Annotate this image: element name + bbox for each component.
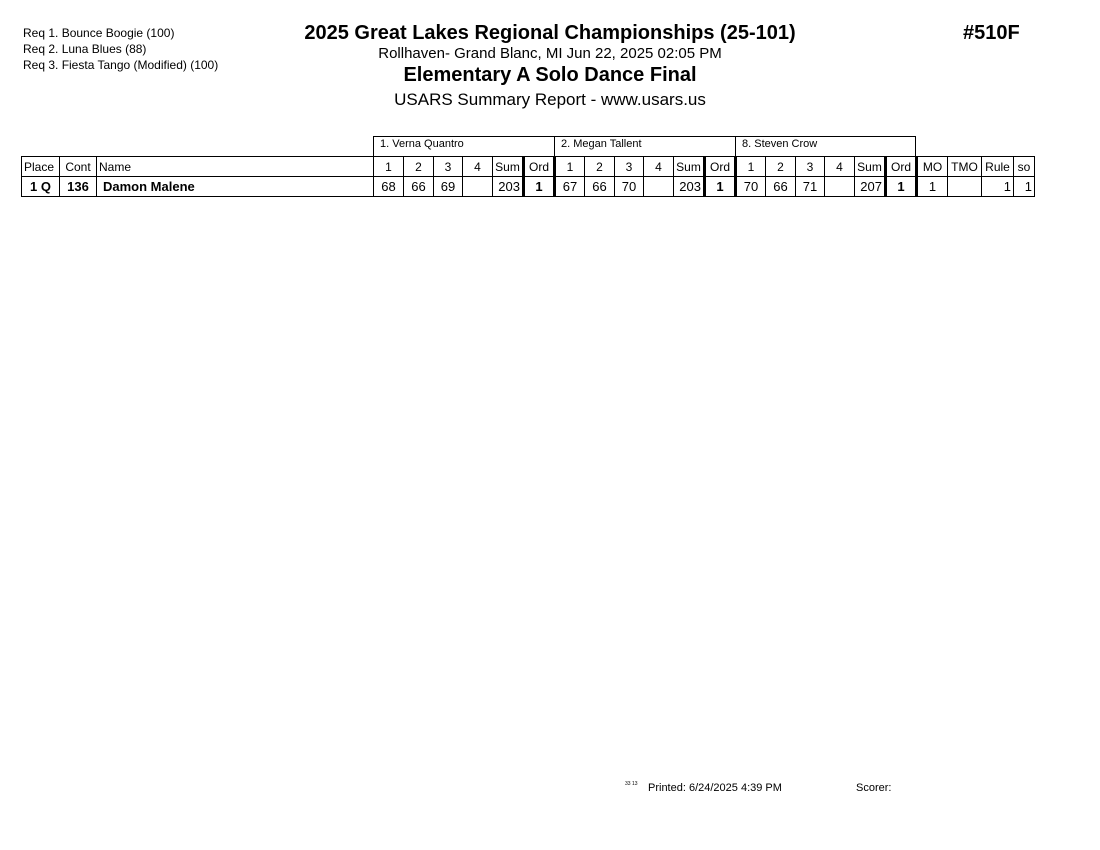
col-place: Place [22, 157, 60, 177]
rule-cell: 1 [982, 177, 1014, 197]
event-title: Elementary A Solo Dance Final [403, 64, 697, 86]
col-j3-sum: Sum [855, 157, 886, 177]
results-table [21, 156, 1035, 197]
skater-name: Damon Malene [97, 177, 374, 197]
judge-header-2: 2. Megan Tallent [554, 136, 736, 156]
so-cell: 1 [1014, 177, 1035, 197]
judge-header-3: 8. Steven Crow [735, 136, 916, 156]
requirement-1: Req 1. Bounce Boogie (100) [23, 26, 175, 40]
col-name: Name [97, 157, 374, 177]
j3-score-3: 71 [796, 177, 825, 197]
col-j1-ord: Ord [524, 157, 555, 177]
event-number: #510F [963, 22, 1020, 44]
j2-sum: 203 [674, 177, 705, 197]
col-so: so [1014, 157, 1035, 177]
j2-score-4 [644, 177, 674, 197]
col-j3-s2: 2 [766, 157, 796, 177]
col-j1-s3: 3 [434, 157, 463, 177]
place-cell: 1 Q [22, 177, 60, 197]
col-j2-s3: 3 [615, 157, 644, 177]
col-j2-ord: Ord [705, 157, 736, 177]
printed-date: Printed: 6/24/2025 4:39 PM [648, 782, 782, 794]
requirement-2: Req 2. Luna Blues (88) [23, 42, 147, 56]
col-j2-s4: 4 [644, 157, 674, 177]
header-row [22, 157, 1035, 177]
j1-ordinal: 1 [524, 177, 555, 197]
j2-score-3: 70 [615, 177, 644, 197]
col-j1-s1: 1 [374, 157, 404, 177]
col-rule: Rule [982, 157, 1014, 177]
competition-title: 2025 Great Lakes Regional Championships (25-101) [304, 22, 796, 44]
j1-score-4 [463, 177, 493, 197]
report-subtitle: USARS Summary Report - www.usars.us [394, 90, 706, 109]
j1-score-1: 68 [374, 177, 404, 197]
col-j2-sum: Sum [674, 157, 705, 177]
col-j1-s4: 4 [463, 157, 493, 177]
col-j3-s4: 4 [825, 157, 855, 177]
col-j3-s3: 3 [796, 157, 825, 177]
requirements-list [23, 25, 218, 73]
col-j2-s2: 2 [585, 157, 615, 177]
cont-cell: 136 [60, 177, 97, 197]
j2-score-1: 67 [555, 177, 585, 197]
requirement-3: Req 3. Fiesta Tango (Modified) (100) [23, 58, 219, 72]
tmo-cell [948, 177, 982, 197]
j1-score-3: 69 [434, 177, 463, 197]
footer-code: 33 13 [625, 781, 638, 787]
j3-sum: 207 [855, 177, 886, 197]
location-datetime: Rollhaven- Grand Blanc, MI Jun 22, 2025 02:05 PM [378, 45, 722, 62]
j1-score-2: 66 [404, 177, 434, 197]
j2-score-2: 66 [585, 177, 615, 197]
col-j2-s1: 1 [555, 157, 585, 177]
j1-sum: 203 [493, 177, 524, 197]
mo-cell: 1 [917, 177, 948, 197]
table-row [22, 177, 1035, 197]
col-tmo: TMO [948, 157, 982, 177]
j3-score-4 [825, 177, 855, 197]
j3-score-1: 70 [736, 177, 766, 197]
col-j1-s2: 2 [404, 157, 434, 177]
col-j1-sum: Sum [493, 157, 524, 177]
judge-header-1: 1. Verna Quantro [373, 136, 555, 156]
col-j3-s1: 1 [736, 157, 766, 177]
j3-ordinal: 1 [886, 177, 917, 197]
col-mo: MO [917, 157, 948, 177]
j2-ordinal: 1 [705, 177, 736, 197]
scorer-label: Scorer: [856, 782, 892, 794]
col-cont: Cont [60, 157, 97, 177]
col-j3-ord: Ord [886, 157, 917, 177]
j3-score-2: 66 [766, 177, 796, 197]
